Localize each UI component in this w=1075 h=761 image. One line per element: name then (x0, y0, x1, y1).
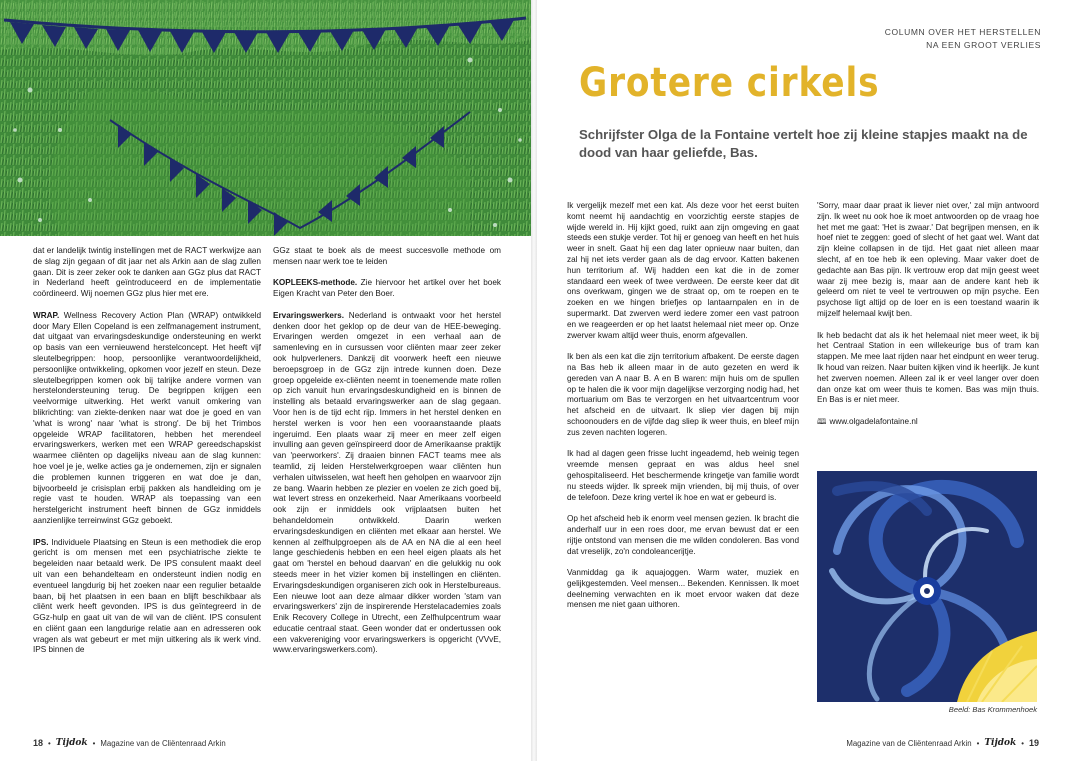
right-footer (846, 738, 1039, 748)
right-page (537, 0, 1075, 761)
paragraph-kopleeks (273, 278, 501, 300)
swirl-painting-image (817, 471, 1037, 702)
paragraph-text: Nederland is ontwaakt voor het herstel denken door het geklop op de deur van de HEE-beweging. Ervaringen werden omgezet in een verhaal aan de samenleving en in cursussen voor cliënten maar zeer zeker ook hulpverleners. Dankzij dit voorwerk heeft een nieuwe beroepsgroep in de GGz zijn intrede kunnen doen. Deze groep opgeleide ex-cliënten neemt in toenemende mate rollen op zich vanuit hun ervaringsdeskundigheid en is binnen de instelling als betaald ervaringswerker aan de slag gegaan. Voor hen is de tijd echt rijp. Immers in het herstel denken en herstel werken is voor hen een vooraanstaande plaats ingeruimd. Een plaats waar zij meer en meer zelf eigen invulling aan geven geïnspireerd door de Amerikaanse praktijk van 'peerworkers'. Zij draaien binnen FACT teams mee als teamlid, zij leiden Herstelwerkgroepen waar cliënten hun verhalen uitwisselen, wat heeft hen geholpen en waarvoor zijn ze bang. Waarin hebben ze plezier en voelen ze zich goed bij, wat levert stress en onzekerheid. Naar Amerikaans voorbeeld ook zijn er inmiddels ook vrijplaatsen buiten het behandeldomein ontwikkeld. Daarin werken ervaringsdeskundigen en cliënten met elkaar aan herstel. We kennen al zelfhulpgroepen als de AA en NA die al een heel lange geschiedenis hebben en een heel eigen plaats als het gaat om 'herstel en behoud daarvan' en die gelukkig nu ook steeds meer in het vizier komen bij instellingen en cliënten. Ervaringsdeskundigen organiseren zich ook in Herstelbureaus. Een nieuwe loot aan deze almaar dikker worden 'stam van ervaringswerkers' zijn de inspirerende Herstelacademies zoals Enik Recovery College in Utrecht, een Zelfhulpcentrum waar educatie centraal staat. Geen wonder dat er ondertussen ook een vakvereniging voor ervaringswerkers is opgericht (VVvE, www.ervaringswerkers.com). (273, 310, 501, 655)
paragraph: Vanmiddag ga ik aquajoggen. Warm water, muziek en gelijkgestemden. Veel mensen... Bekenden. Kennissen. Ik moet deelneming verwachten en ik moet ervoor waken dat deze mensen me niet gaan uithoren. (567, 568, 799, 610)
swirl-painting (817, 471, 1037, 702)
right-column-2 (817, 201, 1039, 439)
magazine-name: Magazine van de Cliëntenraad Arkin (100, 738, 226, 748)
magazine-name: Magazine van de Cliëntenraad Arkin (846, 738, 972, 748)
section-heading: IPS. (33, 537, 49, 547)
section-heading: KOPLEEKS-methode. (273, 278, 358, 288)
page-number: 18 (33, 738, 44, 748)
book-web-icon: 🕮 (817, 416, 827, 426)
section-heading: Ervaringswerkers. (273, 310, 345, 320)
bunting-painting-image (0, 0, 531, 236)
footer-bullet: • (92, 738, 96, 748)
footer-bullet: • (976, 738, 980, 748)
paragraph: Op het afscheid heb ik enorm veel mensen gezien. Ik bracht die anderhalf uur in een roes door, me ervan bewust dat er een rijtje ontstond van mensen die me wilden condoleren. Bas vond dat vreselijk, zo'n condoleancerijtje. (567, 514, 799, 556)
paragraph: GGz staat te boek als de meest succesvolle methode om mensen naar werk toe te leiden (273, 246, 501, 266)
paragraph: dat er landelijk twintig instellingen met de RACT werkwijze aan de slag zijn gegaan of dit jaar net als Arkin aan de slag zullen gaan. Dit is zeer zeker ook te danken aan GGz plus dat RACT in Nederland heeft geïntroduceerd en de implementatie coördineerd. Wij noemen GGz plus hier met ere. (33, 246, 261, 299)
left-column-2 (273, 246, 501, 667)
paragraph: Ik ben als een kat die zijn territorium afbakent. De eerste dagen na Bas heb ik alleen maar in de auto gezeten en werd ik gereden van A naar B. A en B waren: mijn huis om de spullen op te halen die ik voor mijn dagelijkse verzorging nodig had, het mortuarium om Bas te verzorgen en het uitvaartcentrum voor het afscheid en de uitvaart. Ik sliep vier dagen bij mijn schoonouders en de vijfde dag sliep ik weer thuis, en bleef mijn zus zeven nachten logeren. (567, 352, 799, 437)
paragraph: Ik vergelijk mezelf met een kat. Als deze voor het eerst buiten komt neemt hij aandachtig en voorzichtig eerste stapjes de wijde wereld in. Hij kijkt goed, ruikt aan zijn omgeving en gaat steeds een stukje verder. Tot hij er genoeg van heeft en het huis weer in snelt. Gaat hij een dag later opnieuw naar buiten, dan zal hij net iets verder gaan als de dag ervoor. Katten bakenen hun territorium af. Wij hadden een kat die in de zomer standaard een week of twee verdween. De eerste keer dat dit ons overkwam, gingen we de straat op, om te roepen en te zoeken en we hingen briefjes op lantaarnpalen en in de supermarkt. Dat zwerven werd iedere zomer een vast patroon en we reageerden er op het laatst helemaal niet meer op. Onze zwerver kwam altijd weer thuis, enorm afgevallen. (567, 201, 799, 340)
paragraph-text: Individuele Plaatsing en Steun is een methodiek die erop gericht is om mensen met een psychiatrische ziekte te begeleiden naar betaald werk. De IPS consulent maakt deel uit van een behandelteam en ondersteunt indien nodig en eventueel langdurig bij het zoeken naar een regulier betaalde baan, bij het plaatsen in een baan en blijft beschikbaar als cliënt werk heeft gevonden. IPS is dus geïntegreerd in de GGz-hulp en gaat uit van de wil van de cliënt. IPS consulent en cliënt gaan een langdurige relatie aan en adresseren ook vragen als wat gebeurt er met mijn uitkering als ik werk vind. IPS binnen de (33, 537, 261, 655)
paragraph-wrap (33, 311, 261, 527)
left-page (0, 0, 531, 761)
kicker-line: NA EEN GROOT VERLIES (926, 40, 1041, 50)
website-link[interactable]: www.olgadelafontaine.nl (829, 416, 918, 426)
kicker-line: COLUMN OVER HET HERSTELLEN (884, 27, 1041, 37)
magazine-logo: Tijdok (55, 738, 88, 748)
magazine-logo: Tijdok (984, 738, 1017, 748)
paragraph-text: Zie hiervoor het artikel over het boek Eigen Kracht van Peter den Boer. (273, 278, 501, 299)
article-lede: Schrijfster Olga de la Fontaine vertelt hoe zij kleine stapjes maakt na de dood van haar geliefde, Bas. (579, 127, 1028, 160)
footer-bullet: • (1021, 738, 1024, 748)
page-number: 19 (1028, 738, 1039, 748)
footer-bullet: • (48, 738, 51, 748)
paragraph-text: Wellness Recovery Action Plan (WRAP) ontwikkeld door Mary Ellen Copeland is een zelfmanagement instrument, dat uitgaat van ervaringsdeskundige ondersteuning en werkt op basis van een vernieuwend herstelconcept. Het heeft vijf sleutelbegrippen: hoop, persoonlijke verantwoordelijkheid, persoonlijke ontwikkeling, opkomen voor jezelf en steun. Deze sleutelbegrippen komen ook bij talrijke andere vormen van herstelondersteuning terug. De begrippen krijgen een veelvormige uitwerking. Het werkt vanuit omkering van blikrichting: van ziekte-denken naar wat doe je goed en van 'what is wrong' naar 'what is strong'. De bij het Trimbos opgeleide WRAP facilitatoren, hebben het merendeel ervaringswerkers, werken met een WRAP gereedschapskist waarmee cliënten op dagelijks niveau aan de slag kunnen: hoe voel je je, welke acties ga je ondernemen, zijn er signalen die problemen kunnen triggeren en wat doe je dan, bijvoorbeeld je crisisplan erbij pakken als handleiding om je regie vast te houden. WRAP als toepassing van een herstelgericht instrument heeft binnen de GGz inmiddels aanzienlijke terreinwinst GGz geboekt. (33, 310, 261, 525)
paragraph: Ik heb bedacht dat als ik het helemaal niet meer weet, ik bij het Centraal Station in een willekeurige bus of tram kan stappen. Me mee laat rijden naar het eindpunt en weer terug. Ik houd van reizen. Naar buiten kijken vind ik heerlijk. Je kunt het zwerven noemen. Alleen zal ik er veel langer over doen dan onze kat om weer thuis te komen. Bas was mijn thuis. En Bas is er niet meer. (817, 330, 1039, 405)
paragraph: 'Sorry, maar daar praat ik liever niet over,' zal mijn antwoord zijn. Ik weet nu ook hoe ik moet antwoorden op de vraag hoe het met me gaat: 'Het is zwaar.' Dat begrijpen mensen, en ik hoef niet te zeggen: goed of slecht of het gaat wel. Want dat zijn kleine collapsen in de tijd. Het gaat niet alleen maar slecht, af en toe heb ik een opleving. Maar vaker doet de gedachte aan Bas pijn. Ik vertrouw erop dat mijn geest weet waar zij mee bezig is, maar aan de andere kant heb ik geleerd om niet te veel te vertrouwen op mijn psyche. Een psychose ligt altijd op de loer en is een toestand waarin ik mijzelf helemaal kwijt ben. (817, 201, 1039, 318)
article-title: Grotere cirkels (579, 60, 880, 106)
image-caption: Beeld: Bas Krommenhoek (948, 705, 1037, 714)
paragraph: Ik had al dagen geen frisse lucht ingeademd, heb weinig tegen vreemde mensen gepraat en was aldus heel snel gehospitaliseerd. Het beschermende kringetje van familie wordt nu steeds wijder. Ik spreek mijn vrienden, bij mij thuis, of over de telefoon. Deze kring vertel ik hoe en wat er gebeurd is. (567, 449, 799, 502)
section-heading: WRAP. (33, 310, 60, 320)
right-column-1 (567, 201, 799, 622)
hero-painting (0, 0, 531, 236)
left-footer (33, 738, 226, 748)
paragraph-ervaringswerkers (273, 311, 501, 657)
left-column-1 (33, 246, 261, 667)
column-kicker (885, 26, 1041, 52)
website-reference (817, 417, 1039, 428)
paragraph-ips (33, 538, 261, 657)
